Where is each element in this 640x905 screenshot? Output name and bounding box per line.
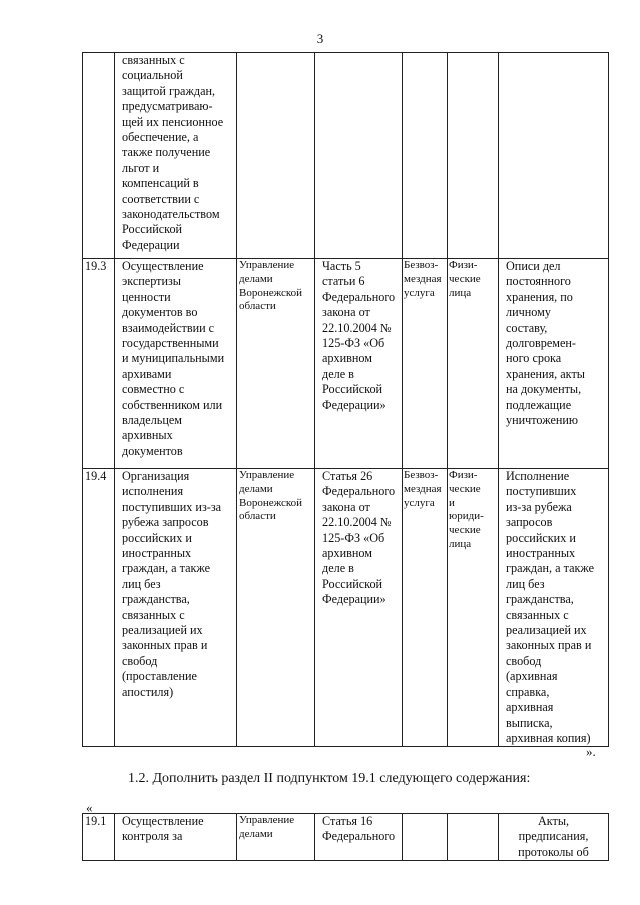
page-number: 3 [316, 31, 324, 46]
authority: Управление делами Воронежской области [237, 469, 315, 747]
recipients: Физи- ческие лица [448, 259, 499, 469]
opening-quote: « [86, 800, 93, 815]
authority: Управление делами Воронежской области [237, 259, 315, 469]
new-item-table [82, 813, 609, 861]
fee-type [403, 814, 448, 861]
row-number [83, 53, 115, 259]
legal-basis: Статья 26 Федерального закона от 22.10.2004 № 125-ФЗ «Об архивном деле в Российской Федерации» [315, 469, 403, 747]
fee-type [403, 53, 448, 259]
recipients [448, 53, 499, 259]
fee-type: Безвоз- мездная услуга [403, 469, 448, 747]
table-row [83, 53, 609, 259]
service-name: Осуществление экспертизы ценности документов во взаимодействии с государственными и муниципальными архивами совместно с собственником или владельцем архивных документов [115, 259, 237, 469]
recipients: Физи- ческие и юриди- ческие лица [448, 469, 499, 747]
service-result: Описи дел постоянного хранения, по личному составу, долговремен- ного срока хранения, акты на документы, подлежащие уничтожению [499, 259, 609, 469]
legal-basis: Часть 5 статьи 6 Федерального закона от 22.10.2004 № 125-ФЗ «Об архивном деле в Российской Федерации» [315, 259, 403, 469]
service-name: Осуществление контроля за [115, 814, 237, 861]
table-row [83, 814, 609, 861]
amendment-instruction: 1.2. Дополнить раздел II подпунктом 19.1 следующего содержания: [128, 771, 531, 786]
legal-basis: Статья 16 Федерального [315, 814, 403, 861]
services-table [82, 52, 609, 747]
row-number: 19.1 [83, 814, 115, 861]
closing-quote: ». [586, 744, 596, 759]
row-number: 19.4 [83, 469, 115, 747]
table-row [83, 259, 609, 469]
legal-basis [315, 53, 403, 259]
authority: Управление делами [237, 814, 315, 861]
table-row [83, 469, 609, 747]
fee-type: Безвоз- мездная услуга [403, 259, 448, 469]
row-number: 19.3 [83, 259, 115, 469]
authority [237, 53, 315, 259]
service-result [499, 53, 609, 259]
service-name: Организация исполнения поступивших из-за рубежа запросов российских и иностранных граждан, а также лиц без гражданства, связанных с реализацией их законных прав и свобод (проставление апостиля) [115, 469, 237, 747]
service-result: Акты, предписания, протоколы об [499, 814, 609, 861]
recipients [448, 814, 499, 861]
service-result: Исполнение поступивших из-за рубежа запросов российских и иностранных граждан, а также лиц без гражданства, связанных с реализацией их законных прав и свобод (архивная справка, архивная выписка, архивная копия) [499, 469, 609, 747]
service-name: связанных с социальной защитой граждан, предусматриваю- щей их пенсионное обеспечение, а также получение льгот и компенсаций в соответствии с законодательством Российской Федерации [115, 53, 237, 259]
